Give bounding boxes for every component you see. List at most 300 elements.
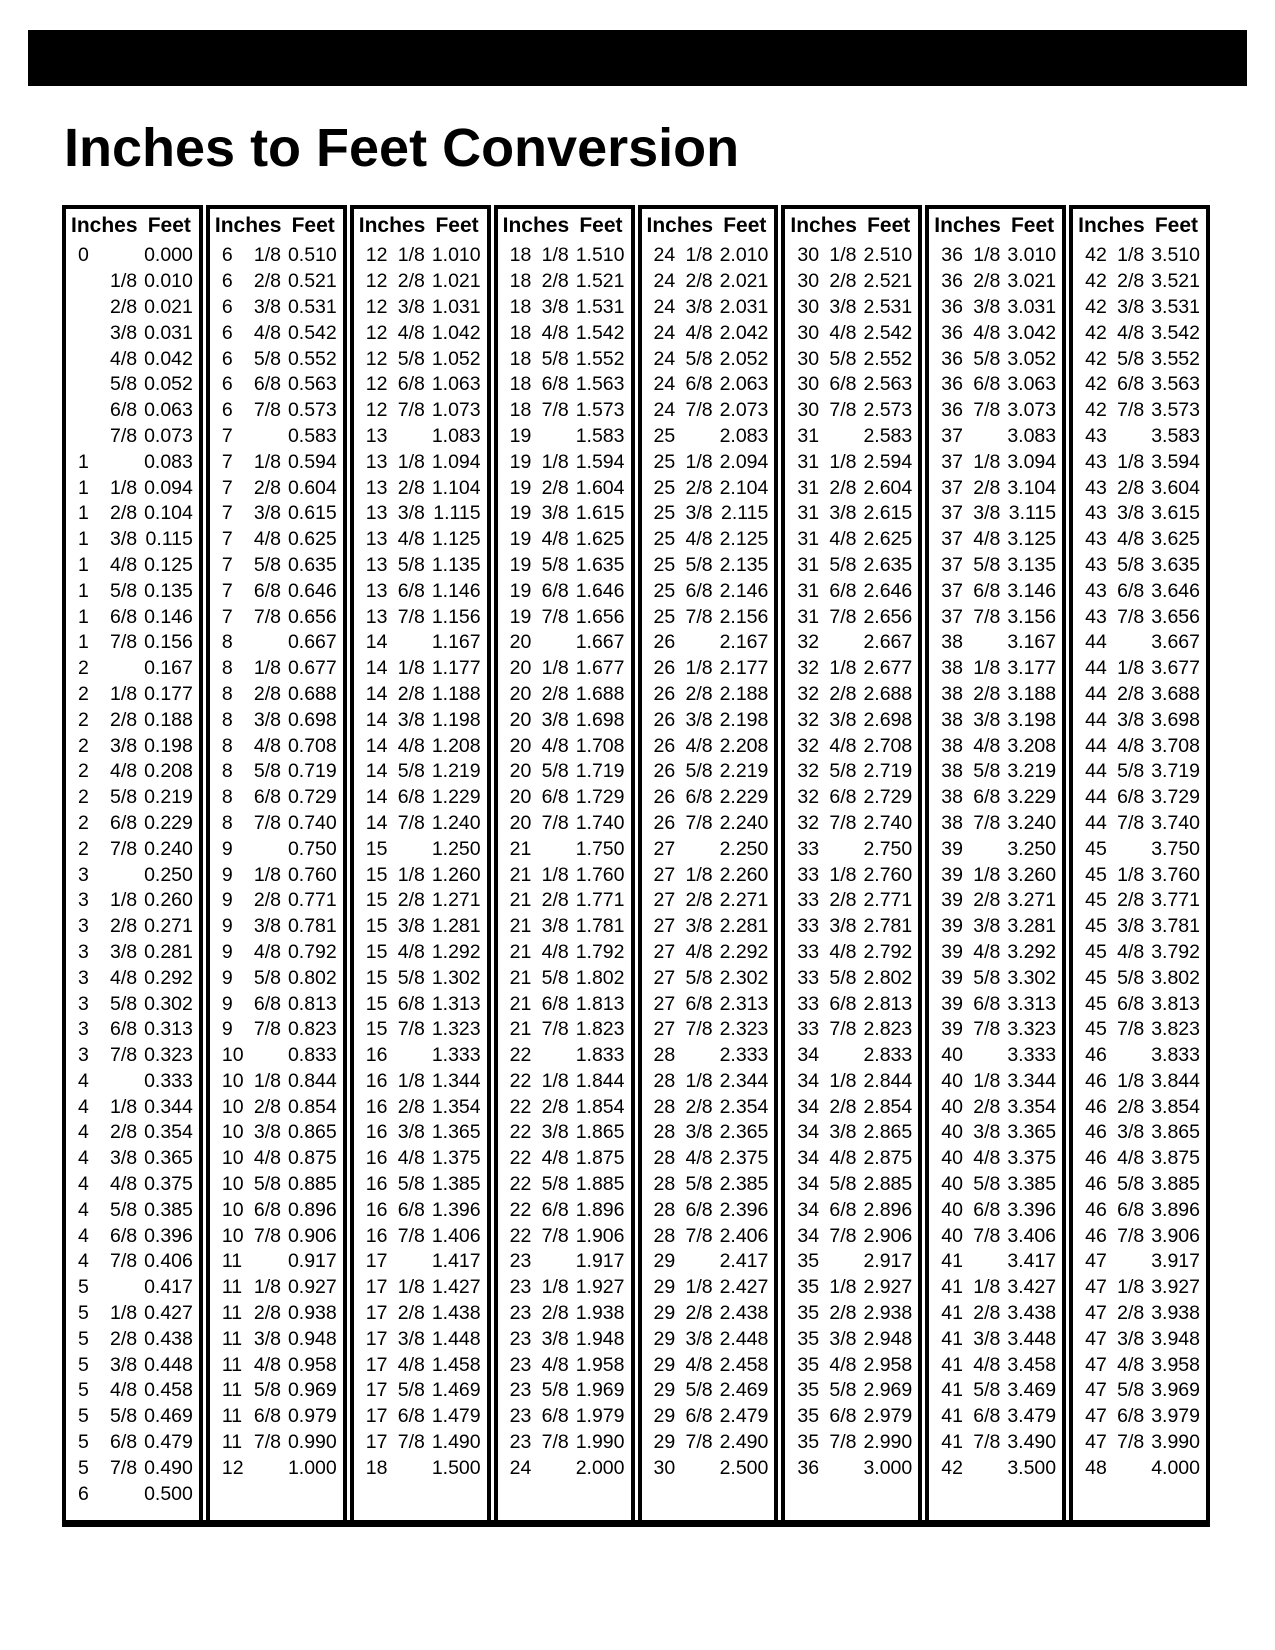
inches-whole-value: 33 [797,1018,820,1041]
inches-fraction-value: 3/8 [541,1327,569,1350]
feet-value: 0.490 [144,1456,193,1479]
inches-fraction-value: 3/8 [253,708,281,731]
inches-fraction-value: 6/8 [973,786,1001,809]
inches-fraction-value: 5/8 [829,1379,857,1402]
inches-whole-value: 31 [797,579,820,602]
inches-whole-value: 38 [941,682,963,705]
inches-whole-value: 24 [653,270,676,293]
feet-value: 3.146 [1007,579,1057,602]
feet-value: 0.448 [144,1353,193,1376]
inches-fraction-value: 2/8 [253,682,281,705]
feet-value: 0.844 [287,1069,337,1092]
table-row [210,424,343,450]
feet-value: 3.354 [1007,1095,1057,1118]
feet-value: 0.240 [144,837,193,860]
inches-fraction-value: 5/8 [685,1173,713,1196]
table-row [642,1223,775,1249]
inches-fraction-value: 5/8 [110,786,138,809]
table-row [785,862,918,888]
inches-fraction-value: 4/8 [829,1147,857,1170]
table-row [785,914,918,940]
table-row [354,1430,487,1456]
inches-whole-value: 44 [1085,682,1107,705]
column-header [642,209,775,243]
table-row [66,449,199,475]
feet-value: 3.625 [1151,528,1200,551]
table-row [929,1146,1062,1172]
inches-fraction-value: 4/8 [397,1147,425,1170]
feet-value: 2.448 [719,1327,769,1350]
inches-fraction-value: 3/8 [253,915,281,938]
table-row [642,1275,775,1301]
inches-whole-value: 39 [941,966,963,989]
feet-value: 2.344 [719,1069,769,1092]
feet-value: 0.896 [287,1198,337,1221]
inches-whole-value: 6 [221,347,233,370]
feet-value: 0.813 [287,992,337,1015]
inches-whole-value: 26 [653,682,676,705]
inches-whole-value: 42 [941,1456,963,1479]
table-row [642,1404,775,1430]
inches-fraction-value: 2/8 [685,889,713,912]
inches-whole-value: 48 [1085,1456,1107,1479]
feet-value: 1.521 [575,270,625,293]
inches-fraction-value: 2/8 [829,1095,857,1118]
table-row [354,501,487,527]
feet-value: 1.594 [575,450,625,473]
inches-fraction-value: 1/8 [541,450,569,473]
inches-whole-value: 30 [797,399,820,422]
inches-whole-value: 13 [365,476,388,499]
feet-value: 3.531 [1151,295,1200,318]
table-row [66,578,199,604]
inches-whole-value: 7 [221,579,233,602]
feet-value: 3.042 [1007,321,1057,344]
feet-value: 0.656 [287,605,337,628]
inches-fraction-value: 3/8 [110,1147,138,1170]
inches-fraction-value: 2/8 [541,682,569,705]
feet-value: 3.552 [1151,347,1200,370]
table-row [498,733,631,759]
feet-value: 0.167 [144,657,193,680]
inches-whole-value: 41 [941,1431,963,1454]
inches-whole-value: 16 [365,1147,388,1170]
feet-value: 3.813 [1151,992,1200,1015]
inches-whole-value: 40 [941,1147,963,1170]
feet-value: 2.865 [863,1121,913,1144]
feet-value: 0.031 [144,321,193,344]
inches-whole-value: 46 [1085,1095,1107,1118]
inches-whole-value: 19 [509,424,532,447]
table-row [642,1146,775,1172]
inches-fraction-value: 7/8 [973,811,1001,834]
inches-fraction-value: 7/8 [541,399,569,422]
inches-whole-value: 24 [653,244,676,267]
table-row [354,1378,487,1404]
table-row [785,604,918,630]
inches-whole-value: 16 [365,1069,388,1092]
feet-value: 2.906 [863,1224,913,1247]
table-row [785,1120,918,1146]
inches-whole-value: 27 [653,889,676,912]
inches-whole-value: 16 [365,1044,388,1067]
table-row [785,527,918,553]
inches-fraction-value: 4/8 [1117,940,1145,963]
feet-value: 2.052 [719,347,769,370]
inches-whole-value: 6 [221,295,233,318]
feet-value: 0.125 [144,553,193,576]
inches-whole-value: 20 [509,760,532,783]
feet-value: 2.583 [863,424,913,447]
inches-whole-value: 4 [78,1250,89,1273]
inches-whole-value: 17 [365,1327,388,1350]
feet-value: 1.896 [575,1198,625,1221]
table-row [354,785,487,811]
table-row [354,888,487,914]
inches-fraction-value: 5/8 [253,1173,281,1196]
inches-whole-value: 44 [1085,631,1107,654]
feet-value: 0.458 [144,1379,193,1402]
inches-fraction-value: 2/8 [685,476,713,499]
inches-fraction-value: 1/8 [685,657,713,680]
feet-value: 2.719 [863,760,913,783]
feet-value: 0.667 [287,631,337,654]
feet-value: 0.354 [144,1121,193,1144]
feet-value: 3.656 [1151,605,1200,628]
column-header [210,209,343,243]
inches-whole-value: 26 [653,631,676,654]
inches-whole-value: 46 [1085,1147,1107,1170]
inches-whole-value: 19 [509,528,532,551]
inches-whole-value: 15 [365,915,388,938]
inches-fraction-value: 1/8 [253,863,281,886]
feet-value: 1.917 [575,1250,625,1273]
feet-value: 0.698 [287,708,337,731]
table-row [66,991,199,1017]
inches-fraction-value: 3/8 [685,708,713,731]
feet-value: 2.188 [719,682,769,705]
inches-fraction-value: 1/8 [1117,1069,1145,1092]
feet-value: 1.875 [575,1147,625,1170]
inches-fraction-value: 5/8 [685,1379,713,1402]
table-row [66,269,199,295]
inches-whole-value: 5 [78,1353,89,1376]
inches-whole-value: 41 [941,1302,963,1325]
inches-whole-value: 22 [509,1069,532,1092]
inches-whole-value: 1 [78,605,89,628]
inches-fraction-value: 6/8 [541,1405,569,1428]
feet-value: 0.969 [287,1379,337,1402]
table-row [1073,424,1206,450]
table-row [210,733,343,759]
inches-fraction-value: 3/8 [397,295,425,318]
feet-value: 1.073 [431,399,481,422]
feet-value: 3.823 [1151,1018,1200,1041]
feet-value: 1.458 [431,1353,481,1376]
inches-fraction-value: 1/8 [829,244,857,267]
inches-whole-value: 6 [78,1482,89,1505]
feet-value: 2.688 [863,682,913,705]
inches-whole-value: 10 [221,1095,244,1118]
feet-value: 3.156 [1007,605,1057,628]
inches-whole-value: 42 [1085,295,1107,318]
feet-value: 1.938 [575,1302,625,1325]
feet-value: 2.760 [863,863,913,886]
inches-whole-value: 37 [941,579,963,602]
feet-value: 2.219 [719,760,769,783]
inches-whole-value: 16 [365,1198,388,1221]
table-row [354,1455,487,1481]
inches-fraction-value: 4/8 [829,321,857,344]
inches-whole-value: 25 [653,553,676,576]
inches-whole-value: 1 [78,450,89,473]
table-row [210,398,343,424]
inches-whole-value: 31 [797,502,820,525]
inches-whole-value: 10 [221,1069,244,1092]
inches-whole-value: 0 [78,244,89,267]
inches-fraction-value: 7/8 [397,1018,425,1041]
feet-value: 2.656 [863,605,913,628]
inches-fraction-value: 7/8 [973,1018,1001,1041]
table-row [498,424,631,450]
inches-fraction-value: 7/8 [973,605,1001,628]
table-row [210,1404,343,1430]
table-row [929,1430,1062,1456]
inches-whole-value: 34 [797,1044,820,1067]
table-row [498,836,631,862]
inches-fraction-value: 6/8 [973,1405,1001,1428]
feet-value: 1.688 [575,682,625,705]
inches-whole-value: 35 [797,1353,820,1376]
table-row [929,862,1062,888]
table-row [929,346,1062,372]
table-row [210,527,343,553]
inches-fraction-value: 2/8 [110,915,138,938]
table-row [498,1352,631,1378]
table-row [354,656,487,682]
inches-fraction-value: 6/8 [973,373,1001,396]
inches-whole-value: 4 [78,1147,89,1170]
feet-value: 0.313 [144,1018,193,1041]
feet-value: 3.313 [1007,992,1057,1015]
inches-whole-value: 25 [653,502,676,525]
inches-fraction-value: 7/8 [397,1431,425,1454]
table-row [929,1017,1062,1043]
inches-whole-value: 15 [365,966,388,989]
table-row [210,1430,343,1456]
inches-whole-value: 39 [941,940,963,963]
inches-fraction-value: 1/8 [253,244,281,267]
table-row [210,888,343,914]
inches-fraction-value: 3/8 [541,708,569,731]
table-row [642,759,775,785]
feet-value: 1.677 [575,657,625,680]
inches-fraction-value: 1/8 [685,1069,713,1092]
feet-value: 3.521 [1151,270,1200,293]
feet-value: 0.833 [287,1044,337,1067]
inches-fraction-value: 4/8 [829,528,857,551]
table-row [210,759,343,785]
feet-value: 2.177 [719,657,769,680]
feet-value: 1.292 [431,940,481,963]
table-row [66,243,199,269]
table-row [785,630,918,656]
feet-value: 3.385 [1007,1173,1057,1196]
inches-whole-value: 5 [78,1302,89,1325]
inches-whole-value: 38 [941,657,963,680]
feet-value: 2.844 [863,1069,913,1092]
table-row [354,811,487,837]
inches-whole-value: 46 [1085,1121,1107,1144]
inches-whole-value: 27 [653,915,676,938]
inches-whole-value: 8 [221,631,233,654]
table-row [498,398,631,424]
feet-value: 3.563 [1151,373,1200,396]
table-row [66,1146,199,1172]
table-row [66,682,199,708]
table-row [354,1120,487,1146]
table-row [929,836,1062,862]
feet-value: 2.781 [863,915,913,938]
table-row [498,1094,631,1120]
table-row [1073,578,1206,604]
inches-fraction-value: 4/8 [110,760,138,783]
feet-value: 0.635 [287,553,337,576]
table-row [498,1326,631,1352]
table-row [1073,1352,1206,1378]
table-row [642,578,775,604]
feet-value: 0.948 [287,1327,337,1350]
inches-whole-value: 23 [509,1431,532,1454]
feet-value: 0.083 [144,450,193,473]
feet-value: 1.427 [431,1276,481,1299]
table-row [498,604,631,630]
feet-value: 3.760 [1151,863,1200,886]
inches-fraction-value: 5/8 [1117,347,1145,370]
table-row [785,424,918,450]
feet-value: 1.583 [575,424,625,447]
table-row [498,914,631,940]
table-row [1073,682,1206,708]
feet-value: 3.219 [1007,760,1057,783]
inches-whole-value: 8 [221,786,233,809]
feet-value: 3.323 [1007,1018,1057,1041]
table-row [66,1430,199,1456]
feet-value: 1.031 [431,295,481,318]
inches-whole-value: 28 [653,1069,676,1092]
inches-whole-value: 41 [941,1353,963,1376]
inches-whole-value: 26 [653,708,676,731]
col-header-feet: Feet [723,214,767,237]
inches-whole-value: 29 [653,1250,676,1273]
table-row [785,449,918,475]
inches-whole-value: 47 [1085,1276,1107,1299]
inches-fraction-value: 2/8 [1117,270,1145,293]
table-row [498,553,631,579]
inches-fraction-value: 5/8 [397,347,425,370]
inches-fraction-value: 4/8 [685,734,713,757]
table-row [929,553,1062,579]
feet-value: 2.542 [863,321,913,344]
table-row [929,1223,1062,1249]
inches-whole-value: 18 [509,321,532,344]
inches-fraction-value: 7/8 [110,1456,138,1479]
feet-value: 2.292 [719,940,769,963]
feet-value: 2.167 [719,631,769,654]
table-row [929,991,1062,1017]
inches-whole-value: 23 [509,1276,532,1299]
table-row [354,759,487,785]
feet-value: 2.094 [719,450,769,473]
feet-value: 0.010 [144,270,193,293]
table-row [642,785,775,811]
inches-whole-value: 44 [1085,734,1107,757]
inches-fraction-value: 7/8 [541,1431,569,1454]
feet-value: 0.104 [144,502,193,525]
table-row [929,1301,1062,1327]
table-row [354,733,487,759]
table-row [210,1326,343,1352]
inches-fraction-value: 4/8 [685,1353,713,1376]
table-row [498,1223,631,1249]
feet-value: 1.719 [575,760,625,783]
table-row [929,398,1062,424]
table-row [210,449,343,475]
inches-fraction-value: 3/8 [685,915,713,938]
feet-value: 1.208 [431,734,481,757]
table-row [785,346,918,372]
inches-whole-value: 43 [1085,424,1107,447]
table-row [785,1172,918,1198]
table-row [1073,1404,1206,1430]
inches-whole-value: 23 [509,1405,532,1428]
inches-fraction-value: 5/8 [253,1379,281,1402]
inches-fraction-value: 3/8 [1117,915,1145,938]
table-row [785,1146,918,1172]
inches-fraction-value: 2/8 [1117,476,1145,499]
inches-fraction-value: 7/8 [253,1018,281,1041]
inches-fraction-value: 6/8 [973,992,1001,1015]
feet-value: 2.948 [863,1327,913,1350]
inches-fraction-value: 4/8 [1117,1147,1145,1170]
feet-value: 1.500 [431,1456,481,1479]
table-row [785,656,918,682]
inches-fraction-value: 6/8 [253,1405,281,1428]
inches-whole-value: 32 [797,657,820,680]
feet-value: 3.458 [1007,1353,1057,1376]
table-row [66,733,199,759]
table-row [354,1223,487,1249]
feet-value: 1.010 [431,244,481,267]
table-row [642,1352,775,1378]
feet-value: 1.302 [431,966,481,989]
inches-whole-value: 31 [797,450,820,473]
feet-value: 1.625 [575,528,625,551]
inches-whole-value: 37 [941,450,963,473]
table-row [1073,346,1206,372]
table-row [785,759,918,785]
table-row [498,1378,631,1404]
table-row [354,1197,487,1223]
inches-whole-value: 39 [941,889,963,912]
feet-value: 3.833 [1151,1044,1200,1067]
feet-value: 1.115 [433,502,481,525]
inches-fraction-value: 6/8 [397,373,425,396]
inches-fraction-value: 2/8 [110,502,138,525]
table-row [929,1326,1062,1352]
table-row [210,1352,343,1378]
feet-value: 0.135 [144,579,193,602]
